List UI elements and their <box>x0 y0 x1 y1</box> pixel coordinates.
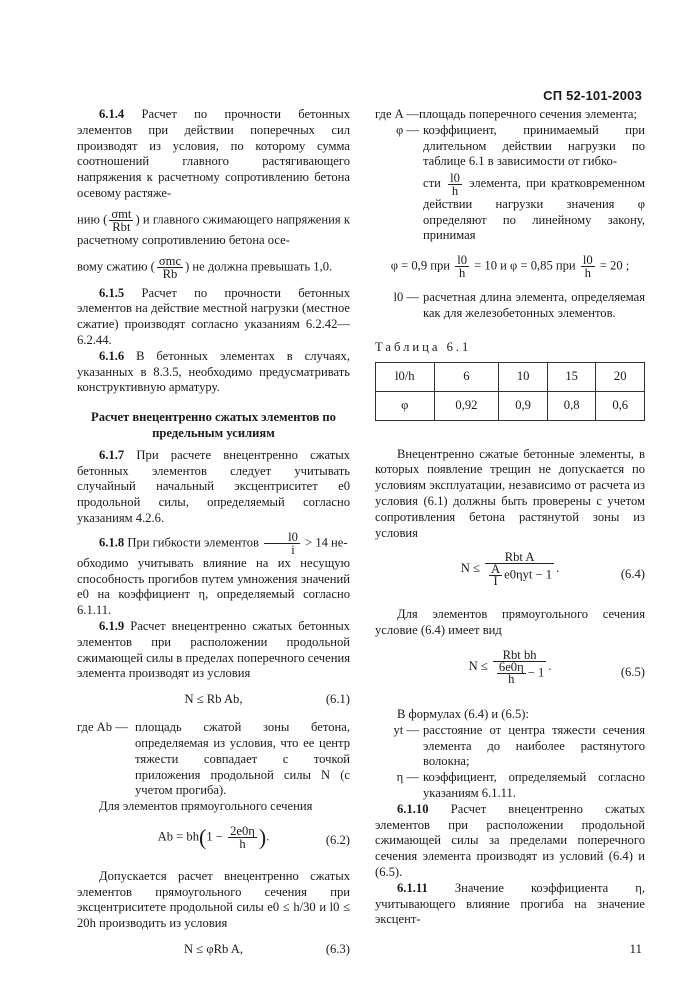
fraction-l0-h: $\frac{l0}{h}$ <box>450 170 460 198</box>
para-6-1-4-cont: нию ( $\frac{\text{σmt}}{\text{Rbt}}$ ) и главного сжимающего напряжения к расчетному сопротивлению бетона осе- <box>77 206 351 247</box>
equation-6-4: N ≤ Rbt A $\frac{A}{I}$ e0ηyt − 1 . (6.4) <box>460 550 645 589</box>
section-heading: Расчет внецентренно сжатых элементов по предельным усилиям <box>91 410 336 440</box>
table-cell: 10 <box>499 362 548 391</box>
para-6-1-8: 6.1.8 При гибкости элементов $\frac{l0}{i}$ > 14 не- <box>99 529 348 557</box>
para-rect: Для элементов прямоугольного сечения условие (6.4) имеет вид <box>375 607 645 638</box>
table-cell: 0,8 <box>547 391 596 420</box>
rect-section-note: Для элементов прямоугольного сечения <box>99 799 313 814</box>
fraction-eq-6-5: Rbt bh $\frac{6e0\eta}{h}$ − 1 <box>493 649 546 685</box>
page-number: 11 <box>629 941 642 956</box>
para-6-1-7: 6.1.7 При расчете внецентренно сжатых бетонных элементов следует учитывать случайный начальный эксцентриситет e0 продольной силы, определяемый согласно указаниям 4.2.6. <box>77 447 350 525</box>
para-formulas: В формулах (6.4) и (6.5): <box>397 706 529 721</box>
equation-6-3: N ≤ φRb A, (6.3) <box>184 942 350 957</box>
table-cell: φ <box>376 391 435 420</box>
para-6-1-8-cont: обходимо учитывать влияние на их несущую способность прогибов путем умножения значений e0 на коэффициент η, определяемый согласно 6.1.11. <box>77 555 350 618</box>
definition-phi: φ — коэффициент, принимаемый при длительном действии нагрузки по таблице 6.1 в зависимости от гибко- сти $\frac{l0}{h}$ элемента, при кратковременном действии нагрузки значения φ определяют по линейному закону, принимая <box>395 122 645 243</box>
table-title: Таблица 6.1 <box>375 339 472 354</box>
table-cell: 15 <box>547 362 596 391</box>
table-row <box>376 391 645 420</box>
para-allowed: Допускается расчет внецентренно сжатых элементов прямоугольного сечения при эксцентриситете продольной силы e0 ≤ h/30 и l0 ≤ 20h производить из условия <box>77 868 350 931</box>
document-code: СП 52-101-2003 <box>543 88 642 103</box>
fraction-l0-i: $\frac{l0}{i}$ <box>264 531 300 556</box>
para-6-1-11: 6.1.11 Значение коэффициента η, учитывающего влияние прогиба на значение эксцент- <box>375 880 645 927</box>
definition-ab: где Ab — площадь сжатой зоны бетона, определяемая из условия, что ее центр тяжести совпадает с точкой приложения продольной силы N (с учетом прогиба). <box>77 720 350 798</box>
right-column <box>375 107 645 928</box>
para-6-1-5: 6.1.5 Расчет по прочности бетонных элементов на действие местной нагрузки (местное сжатие) производят согласно указаниям 6.2.42—6.2.44. <box>77 285 350 347</box>
table-cell: 0,92 <box>434 391 499 420</box>
para-6-1-4: 6.1.4 Расчет по прочности бетонных элементов при действии поперечных сил производят из условия, по которому сумма соотношений главного растягивающего напряжения к расчетному сопротивлению бетона осевому растяже- <box>77 107 350 200</box>
table-cell: 0,6 <box>596 391 645 420</box>
para-6-1-6: 6.1.6 В бетонных элементах в случаях, указанных в 8.3.5, необходимо предусматривать конструктивную арматуру. <box>77 348 350 395</box>
table-header-row <box>376 362 645 391</box>
left-column <box>77 107 350 970</box>
table-6-1 <box>375 362 645 421</box>
equation-6-1: N ≤ Rb Ab, (6.1) <box>184 692 350 707</box>
table-cell: 0,9 <box>499 391 548 420</box>
equation-6-2: Ab = bh(1 − $\frac{2e0\eta}{h}$ ). (6.2) <box>157 823 350 851</box>
para-6-1-10: 6.1.10 Расчет внецентренно сжатых элементов при расположении продольной сжимающей силы за пределами поперечного сечения элемента производят из условий (6.4) и (6.5). <box>375 801 646 879</box>
definition-eta: η — коэффициент, определяемый согласно указаниям 6.1.11. <box>396 770 645 800</box>
fraction-eq-6-4: Rbt A $\frac{A}{I}$ e0ηyt − 1 <box>485 551 554 587</box>
table-cell: l0/h <box>376 362 435 391</box>
para-check: Внецентренно сжатые бетонные элементы, в которых появление трещин не допускается по условиям эксплуатации, независимо от расчета из условия (6.1) должны быть проверены с учетом сопротивления бетона растянутой зоны из условия <box>375 446 645 540</box>
definition-a: где A — площадь поперечного сечения элемента; <box>375 107 637 121</box>
para-6-1-9: 6.1.9 Расчет внецентренно сжатых бетонных элементов при расположении продольной сжимающей силы в пределах поперечного сечения элемента производят из условия <box>77 618 351 681</box>
para-6-1-4-end: вому сжатию ( $\frac{\text{σmc}}{Rb}$ ) не должна превышать 1,0. <box>77 253 333 281</box>
fraction-sigma-mt: $\frac{\text{σmt}}{\text{Rbt}}$ <box>111 206 132 234</box>
equation-6-5: N ≤ Rbt bh $\frac{6e0\eta}{h}$ − 1 . (6.5) <box>468 647 645 686</box>
phi-equation: φ = 0,9 при $\frac{l0}{h}$ = 10 и φ = 0,85 при $\frac{l0}{h}$ = 20 ; <box>390 253 630 281</box>
definition-yt: yt — расстояние от центра тяжести сечения элемента до наиболее растянутого волокна; <box>393 722 645 769</box>
definition-l0: l0 — расчетная длина элемента, определяемая как для железобетонных элементов. <box>393 290 645 320</box>
table-cell: 20 <box>596 362 645 391</box>
fraction-2e0eta-h: $\frac{2e0\eta}{h}$ <box>230 823 255 851</box>
fraction-sigma-mc: $\frac{\text{σmc}}{Rb}$ <box>158 253 182 281</box>
table-cell: 6 <box>434 362 499 391</box>
